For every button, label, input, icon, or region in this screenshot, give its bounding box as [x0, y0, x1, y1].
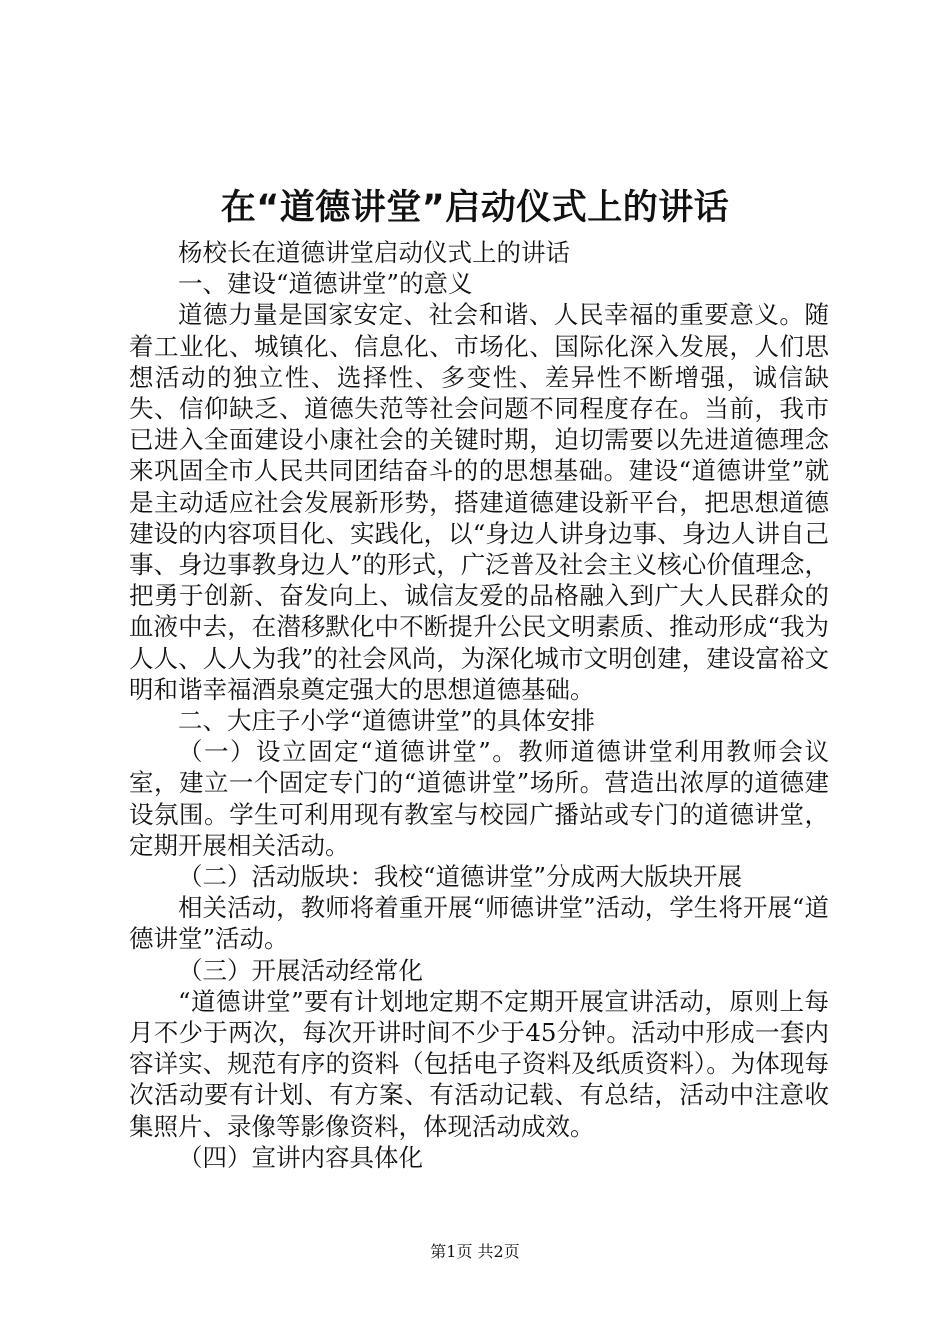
- paragraph-item-3: （三）开展活动经常化: [178, 955, 423, 985]
- page-number-footer: 第1页 共2页: [430, 1242, 520, 1261]
- paragraph-item-1: （一）设立固定“道德讲堂”。教师道德讲堂利用教师会议室，建立一个固定专门的“道德讲堂”场所。营造出浓厚的道德建设氛围。学生可利用现有教室与校园广播站或专门的道德讲堂，定期开展相关活动。: [129, 737, 829, 860]
- document-title: 在“道德讲堂”启动仪式上的讲话: [220, 188, 730, 228]
- paragraph-item-2: （二）活动版块：我校“道德讲堂”分成两大版块开展: [178, 862, 743, 892]
- paragraph-item-3-detail: “道德讲堂”要有计划地定期不定期开展宣讲活动，原则上每月不少于两次，每次开讲时间不少于45分钟。活动中形成一套内容详实、规范有序的资料（包括电子资料及纸质资料）。为体现每次活动要有计划、有方案、有活动记载、有总结，活动中注意收集照片、录像等影像资料，体现活动成效。: [129, 986, 829, 1141]
- paragraph-subtitle: 杨校长在道德讲堂启动仪式上的讲话: [178, 238, 570, 267]
- document-body: [129, 237, 829, 1173]
- paragraph-item-2-detail: 相关活动，教师将着重开展“师德讲堂”活动，学生将开展“道德讲堂”活动。: [129, 893, 829, 954]
- section-heading-2: 二、大庄子小学“道德讲堂”的具体安排: [178, 706, 596, 736]
- paragraph-significance: 道德力量是国家安定、社会和谐、人民幸福的重要意义。随着工业化、城镇化、信息化、市场化、国际化深入发展，人们思想活动的独立性、选择性、多变性、差异性不断增强，诚信缺失、信仰缺乏、道德失范等社会问题不同程度存在。当前，我市已进入全面建设小康社会的关键时期，迫切需要以先进道德理念来巩固全市人民共同团结奋斗的的思想基础。建设“道德讲堂”就是主动适应社会发展新形势，搭建道德建设新平台，把思想道德建设的内容项目化、实践化，以“身边人讲身边事、身边人讲自己事、身边事教身边人”的形式，广泛普及社会主义核心价值理念，把勇于创新、奋发向上、诚信友爱的品格融入到广大人民群众的血液中去，在潜移默化中不断提升公民文明素质、推动形成“我为人人、人人为我”的社会风尚，为深化城市文明创建，建设富裕文明和谐幸福酒泉奠定强大的思想道德基础。: [129, 300, 829, 704]
- section-heading-1: 一、建设“道德讲堂”的意义: [178, 269, 473, 299]
- paragraph-item-4: （四）宣讲内容具体化: [178, 1142, 423, 1172]
